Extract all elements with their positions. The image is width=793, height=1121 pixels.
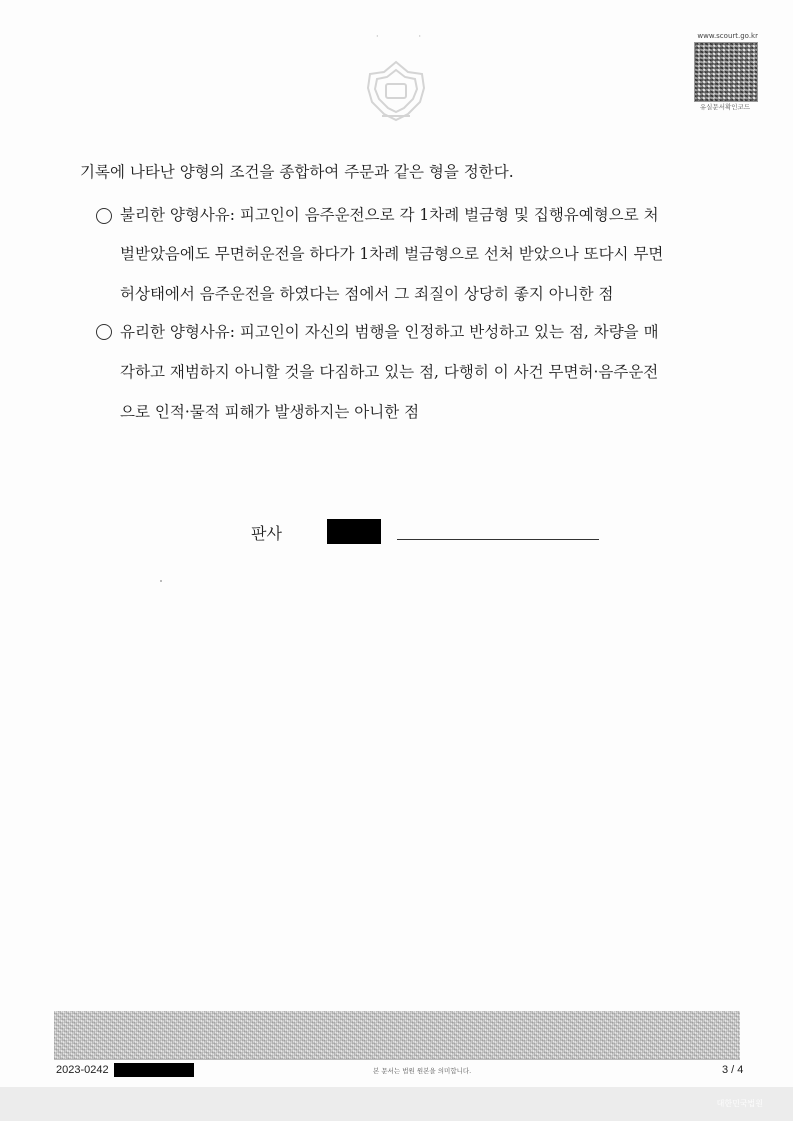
aggravating-factor-line: 불리한 양형사유: 피고인이 음주운전으로 각 1차례 벌금형 및 집행유예형으로 처 (120, 206, 659, 224)
footer-strip (0, 1087, 793, 1121)
footer-notice: 본 문서는 법원 원본을 의미합니다. (373, 1067, 472, 1075)
mitigating-factor-line: 각하고 재범하지 아니할 것을 다짐하고 있는 점, 다행히 이 사건 무면허·음주운전 (120, 363, 659, 381)
case-number: 2023-0242 (56, 1064, 109, 1076)
mitigating-factor-line: 으로 인적·물적 피해가 발생하지는 아니한 점 (120, 403, 420, 421)
scan-speck (160, 580, 162, 582)
judge-label: 판사 (251, 524, 282, 543)
signature-line (397, 539, 599, 540)
security-pattern-band (54, 1011, 740, 1060)
intro-paragraph: 기록에 나타난 양형의 조건을 종합하여 주문과 같은 형을 정한다. (80, 163, 514, 181)
redacted-case-number (114, 1063, 194, 1077)
scan-specks: ·· (376, 32, 462, 41)
qr-caption: 유실문서확인코드 (699, 103, 751, 111)
circle-bullet-icon (96, 208, 112, 224)
mitigating-factor-line: 유리한 양형사유: 피고인이 자신의 범행을 인정하고 반성하고 있는 점, 차량을 매 (120, 323, 659, 341)
court-name: 대한민국법원 (716, 1099, 763, 1108)
court-seal-icon (362, 58, 430, 126)
qr-code-icon (694, 42, 758, 102)
aggravating-factor-line: 벌받았음에도 무면허운전을 하다가 1차례 벌금형으로 선처 받았으나 또다시 무면 (120, 245, 664, 263)
aggravating-factor-line: 허상태에서 음주운전을 하였다는 점에서 그 죄질이 상당히 좋지 아니한 점 (120, 285, 614, 303)
page-number: 3 / 4 (722, 1064, 744, 1076)
circle-bullet-icon (96, 324, 112, 340)
redacted-judge-name (327, 519, 381, 544)
qr-url: www.scourt.go.kr (697, 32, 758, 40)
